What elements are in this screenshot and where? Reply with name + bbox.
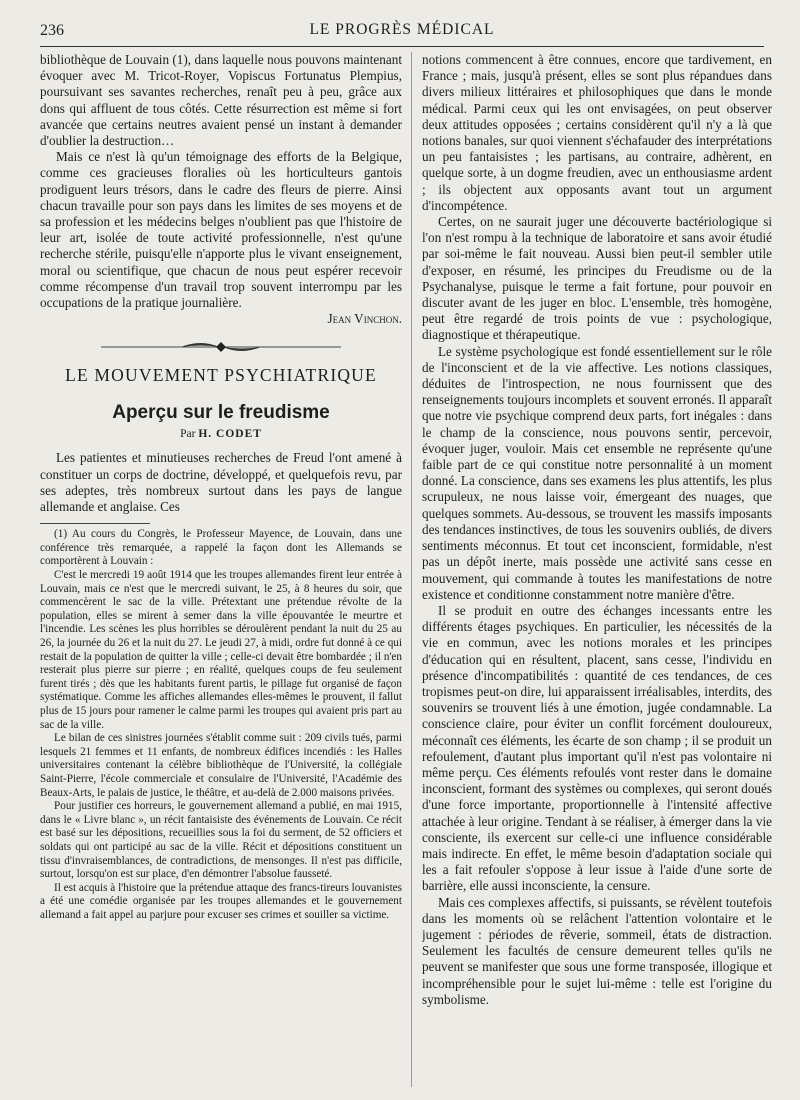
- footnote-paragraph-3: Le bilan de ces sinistres journées s'établit comme suit : 209 civils tués, parmi lesquels 21 femmes et 11 enfants, de nombreux édifices incendiés : les Halles universitaires contenant la célèbre bibliothèque de l'Université, la collégiale Saint-Pierre, l'école commerciale et consulaire de l'Université, l'Académie des Beaux-Arts, le palais de justice, le théâtre, et au-delà de 2.000 maisons privées.: [40, 732, 402, 799]
- ornament-flourish-icon: [101, 337, 341, 357]
- section-title: LE MOUVEMENT PSYCHIATRIQUE: [65, 365, 377, 386]
- running-head: [40, 20, 764, 47]
- byline: [40, 428, 402, 440]
- right-paragraph-1: notions commencent à être connues, encore que tardivement, en France ; mais, jusqu'à présent, elles se sont plus répandues dans divers milieux littéraires et philosophiques que dans le monde médical. Parmi ceux qui les ont envisagées, on peut observer deux attitudes opposées ; certains considèrent qu'il n'y a là que notions banales, sur quoi viennent s'échafauder des interprétations un peu fantaisistes ; les partisans, au contraire, adhèrent, en quelque sorte, à un dogme freudien, avec un enthousiasme ardent ; ils objectent aux opposants avant tout un argument d'incompétence.: [422, 52, 772, 213]
- right-paragraph-4: Il se produit en outre des échanges incessants entre les différents étages psychiques. En particulier, les nécessités de la vie en commun, avec les notions morales et les principes d'éducation qui en résultent, placent, sans cesse, l'individu en présence d'incompatibilités : quantité de ces tendances, de ces tropismes peut-on dire, lui apparaissent irréalisables, interdits, des souvenirs se trouvent liés à une émotion, jugée condamnable. La conscience claire, pour éviter un conflit forcément douloureux, méconnaît ces éléments, les écarte de son champ ; il se produit un refoulement, d'autant plus important qu'il n'est pas volontaire ni même perçu. Ces éléments refoulés vont rester dans le domaine inconscient, formant des systèmes ou complexes, qui seront doués d'une force importante, proportionnelle à l'intensité affective attachée à leur origine. Tendant à se réaliser, à émerger dans la vie consciente, ils exercent sur celle-ci une influence considérable mais indirecte. En effet, le même besoin d'adaptation sociale qui les a fait refouler s'oppose à leur issue à l'aide d'une sorte de barrière, elle aussi inconsciente, la censure.: [422, 602, 772, 894]
- footnote: [40, 528, 402, 922]
- article-opening: Les patientes et minutieuses recherches de Freud l'ont amené à constituer un corps de doctrine, développé, et quelquefois revu, par ses adeptes, très nombreux surtout dans les pays de langue allemande et anglaise. Ces: [40, 450, 402, 515]
- right-paragraph-2: Certes, on ne saurait juger une découverte bactériologique si l'on n'est rompu à la technique de laboratoire et sans avoir étudié par soi-même le fait nouveau. Aussi bien peut-il sembler utile d'exposer, en résumé, les principes du Freudisme ou de la Psychanalyse, puisque le terme a fait fortune, pour pouvoir en discuter avant de les juger en bloc. L'ensemble, très homogène, peut être regardé de trois points de vue : psychologique, diagnostique et thérapeutique.: [422, 214, 772, 343]
- section-ornament: [40, 337, 402, 357]
- page-number: 236: [40, 22, 64, 39]
- byline-prefix: Par: [180, 428, 196, 441]
- article-title: Aperçu sur le freudisme: [112, 402, 330, 424]
- footnote-paragraph-5: Il est acquis à l'histoire que la prétendue attaque des francs-tireurs louvanistes a été une comédie organisée par les troupes allemandes et le gouvernement allemand a fait appel au parjure pour excuser ses crimes et souiller sa victime.: [40, 881, 402, 921]
- right-column: [422, 52, 772, 1092]
- column-rule: [411, 52, 412, 1087]
- footnote-paragraph-1: (1) Au cours du Congrès, le Professeur Mayence, de Louvain, dans une conférence très remarquée, a rappelé la façon dont les Allemands se comportèrent à Louvain :: [40, 528, 402, 568]
- byline-author: H. CODET: [198, 428, 262, 441]
- left-column: [40, 52, 402, 1092]
- journal-title: LE PROGRÈS MÉDICAL: [309, 21, 495, 38]
- right-paragraph-5: Mais ces complexes affectifs, si puissants, se révèlent toutefois dans les moments où se relâchent l'attention volontaire et le jugement : périodes de rêverie, sommeil, états de distraction. Seulement les facultés de censure demeurent telles qu'ils ne peuvent se manifester que sous une forme transposée, illogique et incompréhensible pour le sujet lui-même : telle est l'origine du symbolisme.: [422, 894, 772, 1007]
- footnote-separator: [40, 523, 150, 524]
- right-paragraph-3: Le système psychologique est fondé essentiellement sur le rôle de l'inconscient et de la vie affective. Les notions classiques, déduites de l'introspection, ne nous fournissent que des renseignements toujours incomplets et souvent erronés. Il apparaît que notre vie psychique comprend deux parts, fort inégales : dans le champ de la conscience, nous pouvons sentir, percevoir, évoquer juger, vouloir. Mais cet ensemble ne représente qu'une faible part de ce qui constitue notre personnalité à un moment donné. La conscience, dans ses examens les plus attentifs, les plus scrupuleux, ne nous laisse voir, émergeant des nuages, que quelques sommets. Au-dessous, se trouvent les massifs imposants des tendances instinctives, de tous les souvenirs oubliés, de divers sentiments méconnus. Et tout cet inconscient, formidable, n'est pas un dépôt inerte, mais possède une activité sans cesse en mouvement, qui commande à toutes les manifestations de notre existence et conditionne constamment notre manière d'être.: [422, 343, 772, 602]
- intro-paragraph-2: Mais ce n'est là qu'un témoignage des efforts de la Belgique, comme ces gracieuses floralies où les horticulteurs gantois prodiguent leurs trésors, dans le cadre des fleurs de pierre. Ainsi chacun travaille pour son pays dans les limites de ses moyens et de sa profession et les médecins belges n'oublient pas que l'histoire de leur art, isolée de toute activité professionnelle, n'est qu'une recherche stérile, puisqu'elle n'apporte plus le vivant enseignement, moral ou scientifique, que chacun de nous peut espérer recevoir comme récompense d'un travail trop souvent interrompu par les occupations de la pratique journalière.: [40, 149, 402, 311]
- intro-paragraph-1: bibliothèque de Louvain (1), dans laquelle nous pouvons maintenant évoquer avec M. Tricot-Royer, Vopiscus Fortunatus Plempius, poursuivant ses savantes recherches, renaît peu à peu, grâce aux dons qui affluent de tous côtés. Cette résurrection est même si fort avancée que certains neutres avaient pensé un instant à demander d'oublier la destruction…: [40, 52, 402, 149]
- author-signature: Jean Vinchon.: [327, 311, 402, 327]
- footnote-paragraph-4: Pour justifier ces horreurs, le gouvernement allemand a publié, en mai 1915, dans le « Livre blanc », un récit fantaisiste des événements de Louvain. Ce récit est basé sur les dépositions, recueillies sous la foi du serment, de 52 officiers et soldats qui ont participé au sac de la ville. Récit et dépositions constituent un tissu d'invraisemblances, de contradictions, de mensonges. Il n'est pas difficile, surtout, lorsqu'on est sur place, d'en démontrer l'absolue fausseté.: [40, 800, 402, 881]
- footnote-paragraph-2: C'est le mercredi 19 août 1914 que les troupes allemandes firent leur entrée à Louvain, mais ce n'est que le mercredi suivant, le 25, à 8 heures du soir, que commencèrent le sac de la ville. Prétextant une prétendue révolte de la population, elles se mirent à semer dans la ville épouvantée le meurtre et l'incendie. Les scènes les plus horribles se déroulèrent pendant la nuit du 25 au 26, la journée du 26 et la nuit du 27. Le jeudi 27, à midi, ordre fut donné à ce qui restait de la population de quitter la ville ; celle-ci devait être bombardée ; il n'en resterait plus pierre sur pierre ; en réalité, quelques coups de feu seulement furent tirés ; dès que les habitants furent partis, le pillage fut organisé de façon systématique. Comme les affiches allemandes elles-mêmes le prouvent, il fallut plus de 15 jours pour ramener le calme parmi les troupes qui avaient pris part au sac de la ville.: [40, 569, 402, 731]
